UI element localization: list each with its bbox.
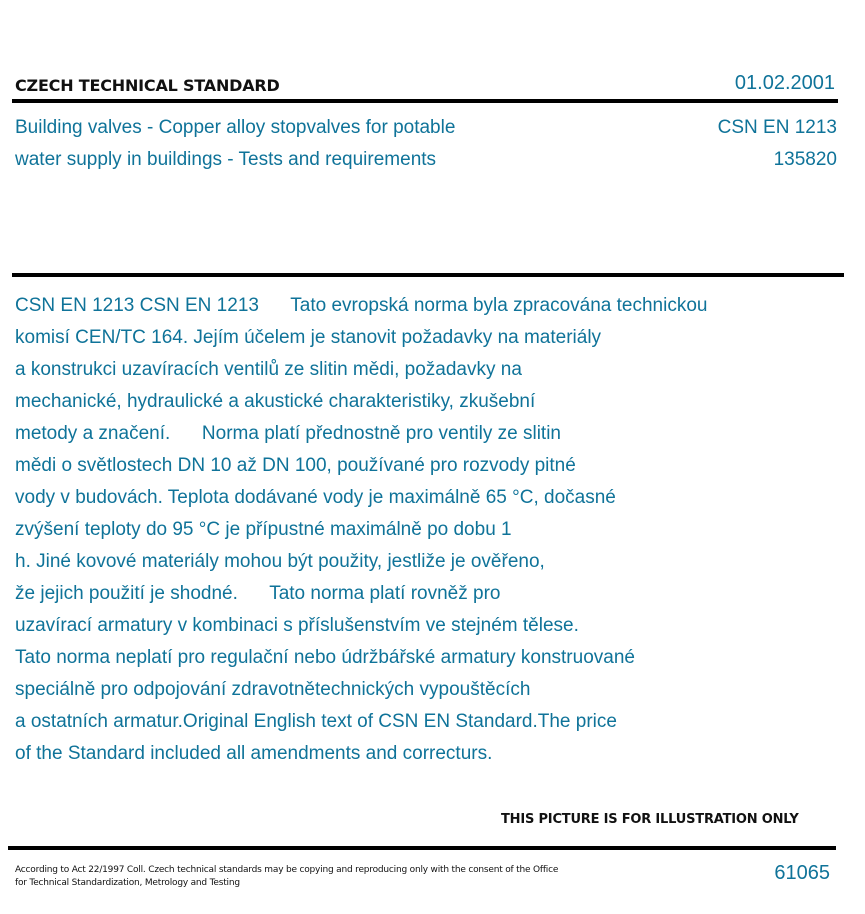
legal-notice-line: According to Act 22/1997 Coll. Czech technical standards may be copying and reproducing only with the consent of the Office <box>15 865 559 875</box>
description-line: mechanické, hydraulické a akustické charakteristiky, zkušební <box>15 391 536 412</box>
description-line: vody v budovách. Teplota dodávané vody je maximálně 65 °C, dočasné <box>15 487 616 508</box>
footer-divider <box>8 846 836 850</box>
legal-notice <box>15 864 558 890</box>
standard-description <box>15 290 835 770</box>
publication-date: 01.02.2001 <box>734 72 835 94</box>
standard-code: CSN EN 1213 <box>717 117 837 138</box>
standard-title-line-1: Building valves - Copper alloy stopvalves for potable <box>15 117 456 138</box>
description-line: zvýšení teploty do 95 °C je přípustné maximálně po dobu 1 <box>15 519 512 540</box>
standard-type-label: CZECH TECHNICAL STANDARD <box>15 76 280 95</box>
description-line: h. Jiné kovové materiály mohou být použity, jestliže je ověřeno, <box>15 551 545 572</box>
description-line: a konstrukci uzavíracích ventilů ze slitin mědi, požadavky na <box>15 359 522 380</box>
description-line: uzavírací armatury v kombinaci s příslušenstvím ve stejném tělese. <box>15 615 579 636</box>
title-divider <box>12 273 844 277</box>
document-number: 61065 <box>774 862 830 884</box>
legal-notice-line: for Technical Standardization, Metrology and Testing <box>15 878 240 888</box>
description-line: speciálně pro odpojování zdravotnětechnických vypouštěcích <box>15 679 531 700</box>
description-line: a ostatních armatur.Original English text of CSN EN Standard.The price <box>15 711 617 732</box>
classification-number: 135820 <box>773 149 837 170</box>
description-line: mědi o světlostech DN 10 až DN 100, používané pro rozvody pitné <box>15 455 576 476</box>
description-line: metody a značení. Norma platí přednostně pro ventily ze slitin <box>15 423 561 444</box>
description-line: že jejich použití je shodné. Tato norma platí rovněž pro <box>15 583 501 604</box>
description-line: Tato norma neplatí pro regulační nebo údržbářské armatury konstruované <box>15 647 635 668</box>
description-line: CSN EN 1213 CSN EN 1213 Tato evropská norma byla zpracována technickou <box>15 295 708 316</box>
header-divider <box>12 99 838 103</box>
illustration-disclaimer: THIS PICTURE IS FOR ILLUSTRATION ONLY <box>501 812 799 827</box>
description-line: komisí CEN/TC 164. Jejím účelem je stanovit požadavky na materiály <box>15 327 602 348</box>
standard-title-line-2: water supply in buildings - Tests and requirements <box>15 149 437 170</box>
description-line: of the Standard included all amendments and correcturs. <box>15 743 493 764</box>
